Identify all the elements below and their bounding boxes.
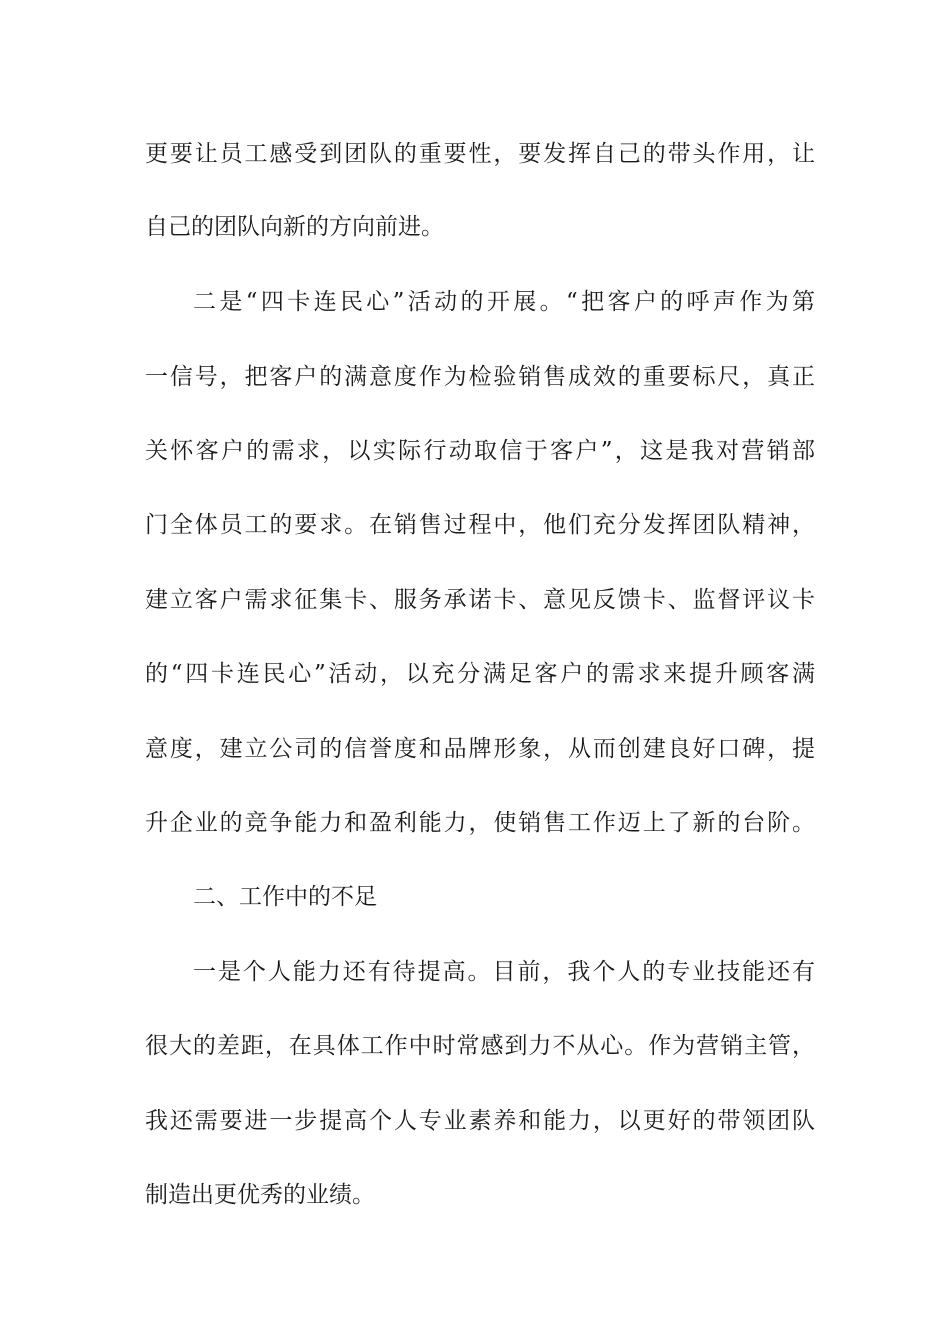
text-line: 门全体员工的要求。在销售过程中，他们充分发挥团队精神， <box>145 512 815 538</box>
text-line: 的“四卡连民心”活动，以充分满足客户的需求来提升顾客满 <box>145 661 815 687</box>
text-line: 我还需要进一步提高个人专业素养和能力，以更好的带领团队 <box>145 1108 815 1134</box>
text-line: 关怀客户的需求，以实际行动取信于客户”，这是我对营销部 <box>145 438 815 464</box>
text-line: 升企业的竞争能力和盈利能力，使销售工作迈上了新的台阶。 <box>145 810 815 836</box>
text-line: 很大的差距，在具体工作中时常感到力不从心。作为营销主管， <box>145 1033 815 1059</box>
section-heading: 二、工作中的不足 <box>193 884 377 910</box>
text-line: 制造出更优秀的业绩。 <box>145 1182 375 1208</box>
text-line: 二是“四卡连民心”活动的开展。“把客户的呼声作为第 <box>193 289 815 315</box>
text-line: 自己的团队向新的方向前进。 <box>145 214 444 240</box>
text-line: 意度，建立公司的信誉度和品牌形象，从而创建良好口碑，提 <box>145 736 815 762</box>
text-line: 一信号，把客户的满意度作为检验销售成效的重要标尺，真正 <box>145 364 815 390</box>
text-line: 更要让员工感受到团队的重要性，要发挥自己的带头作用，让 <box>145 141 815 167</box>
text-line: 一是个人能力还有待提高。目前，我个人的专业技能还有 <box>193 959 815 985</box>
text-line: 建立客户需求征集卡、服务承诺卡、意见反馈卡、监督评议卡 <box>145 587 815 613</box>
